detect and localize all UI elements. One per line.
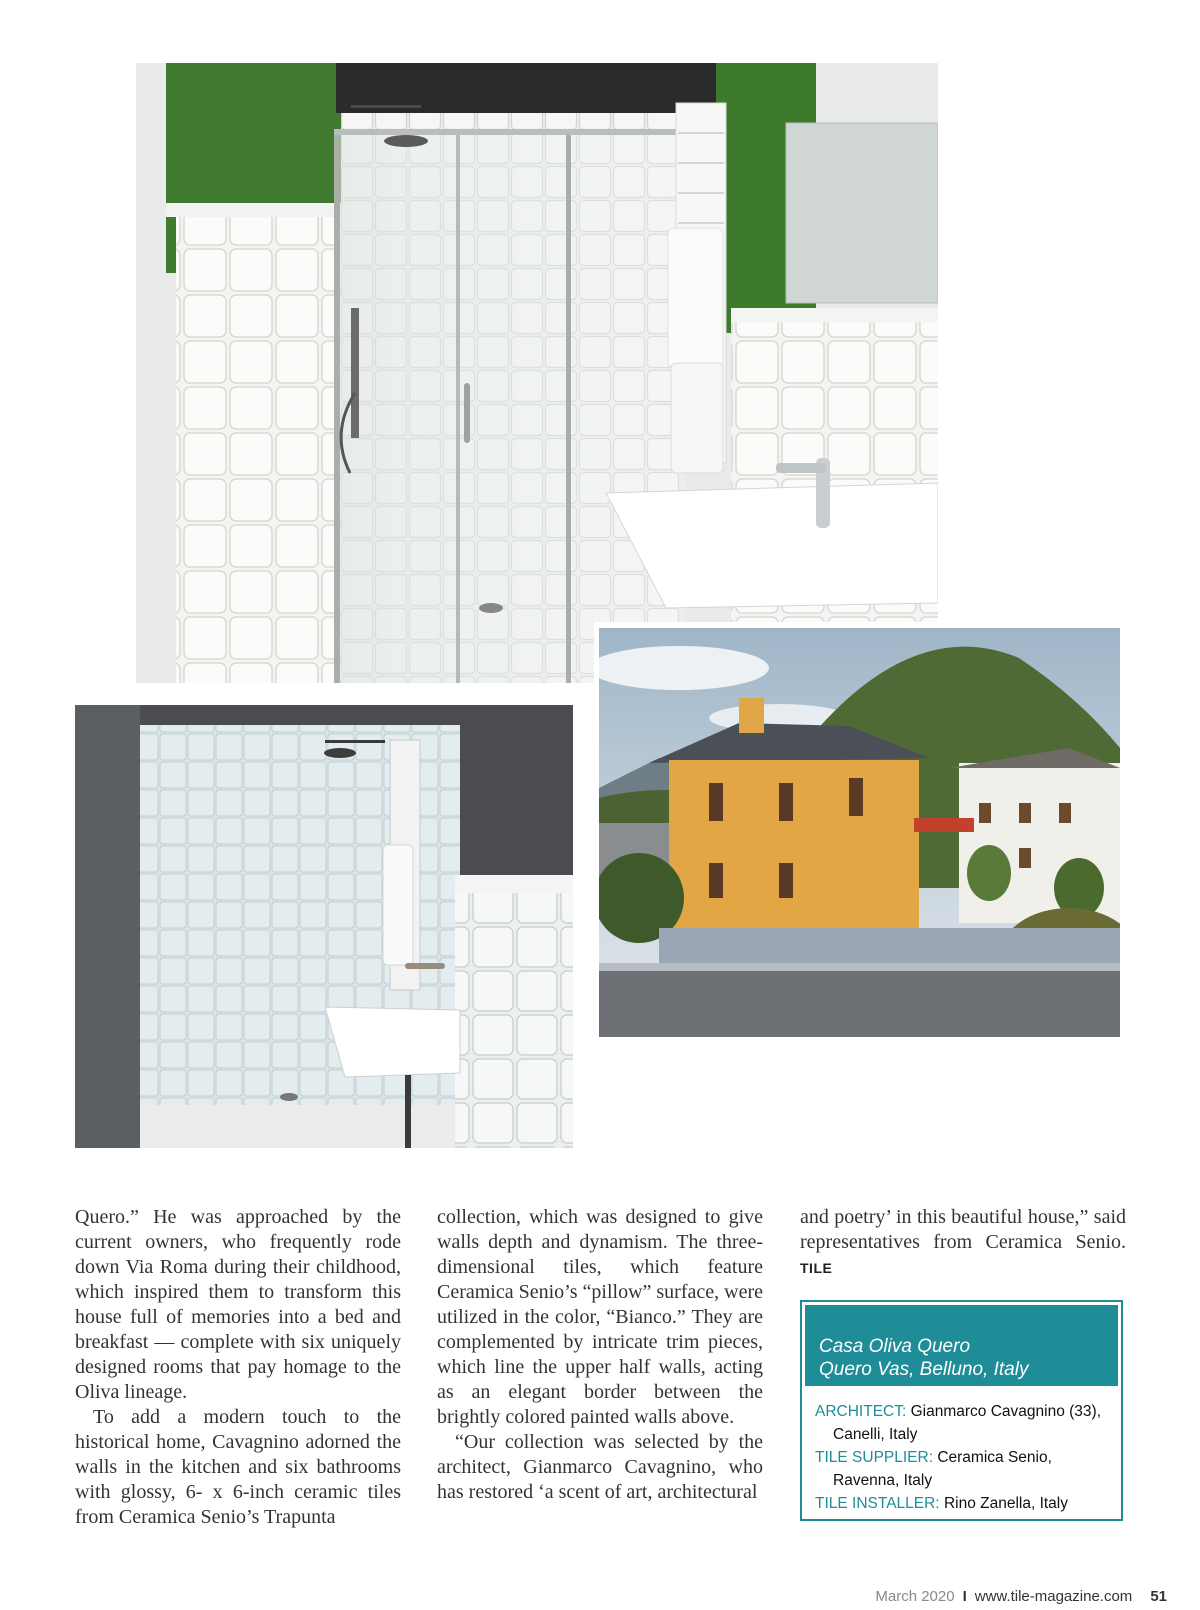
article-column-2 bbox=[437, 1205, 763, 1505]
project-location: Quero Vas, Belluno, Italy bbox=[819, 1359, 1029, 1380]
supplier-value: Ceramica Senio, Ravenna, Italy bbox=[833, 1449, 1052, 1489]
house-exterior-photo bbox=[599, 628, 1120, 1037]
article-column-1 bbox=[75, 1205, 401, 1530]
article-text: and poetry’ in this beautiful house,” said representatives from Ceramica Senio. bbox=[800, 1206, 1126, 1253]
article-column-3 bbox=[800, 1205, 1126, 1281]
article-paragraph: “Our collection was selected by the architect, Gianmarco Cavagnino, who has restored ‘a scent of art, architectural bbox=[437, 1431, 763, 1503]
page-footer bbox=[875, 1588, 1167, 1605]
supplier-entry bbox=[815, 1446, 1111, 1492]
project-name: Casa Oliva Quero bbox=[819, 1336, 971, 1357]
article-paragraph: To add a modern touch to the historical home, Cavagnino adorned the walls in the kitchen and six bathrooms with glossy, 6- x 6-inch ceramic tiles from Ceramica Senio’s Trapunta bbox=[75, 1406, 401, 1528]
bathroom-sink-photo bbox=[75, 705, 573, 1148]
info-box-body bbox=[802, 1386, 1121, 1515]
footer-separator: I bbox=[962, 1588, 967, 1605]
installer-label: TILE INSTALLER: bbox=[815, 1495, 940, 1512]
installer-entry bbox=[815, 1492, 1111, 1515]
page-number: 51 bbox=[1150, 1588, 1167, 1605]
bathroom-shower-photo bbox=[136, 63, 938, 683]
project-info-box bbox=[800, 1300, 1123, 1521]
architect-value: Gianmarco Cavagnino (33), Canelli, Italy bbox=[833, 1403, 1102, 1443]
end-mark: TILE bbox=[800, 1260, 833, 1276]
architect-entry bbox=[815, 1400, 1111, 1446]
supplier-label: TILE SUPPLIER: bbox=[815, 1449, 934, 1466]
architect-label: ARCHITECT: bbox=[815, 1403, 907, 1420]
article-paragraph bbox=[800, 1205, 1126, 1281]
article-paragraph: collection, which was designed to give walls depth and dynamism. The three-dimensional tiles, which feature Ceramica Senio’s “pillow” surface, were utilized in the color, “Bianco.” They are complemented by intricate trim pieces, which line the upper half walls, acting as an elegant border between the brightly colored painted walls above. bbox=[437, 1206, 763, 1428]
article-paragraph: Quero.” He was approached by the current owners, who frequently rode down Via Roma during their childhood, which inspired them to transform this house full of memories into a bed and breakfast — complete with six uniquely designed rooms that pay homage to the Oliva lineage. bbox=[75, 1206, 401, 1403]
info-box-header bbox=[805, 1305, 1118, 1386]
installer-value: Rino Zanella, Italy bbox=[943, 1495, 1068, 1512]
issue-date: March 2020 bbox=[875, 1588, 955, 1605]
website-link[interactable]: www.tile-magazine.com bbox=[974, 1588, 1133, 1605]
